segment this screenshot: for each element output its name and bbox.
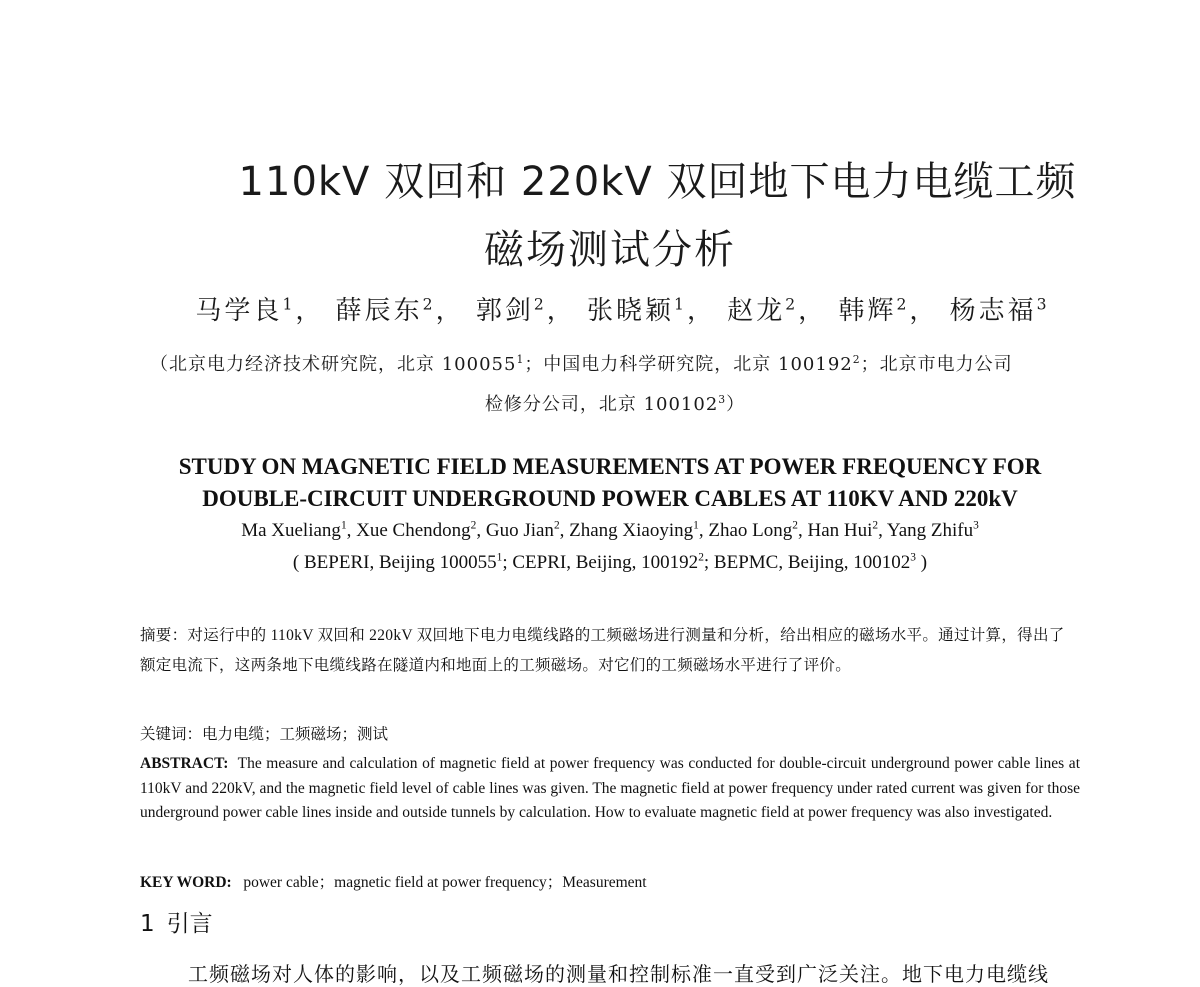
author-cn-sup: 2 <box>533 295 547 314</box>
aff-cn-sup: 1 <box>516 353 525 366</box>
section-title: 引言 <box>166 911 213 937</box>
authors-cn: 马学良$^1$， 薛辰东$^2$， 郭剑$^2$， 张晓颖$^1$， 赵龙$^2$， 韩辉$^2$， 杨志福$^3$ <box>195 295 1050 326</box>
author-en-sup: 2 <box>470 519 477 532</box>
affiliation-cn-line2 <box>0 390 1200 416</box>
author-en: Zhao Long <box>708 520 793 541</box>
author-en: Guo Jian <box>485 520 554 541</box>
author-en: Zhang Xiaoying <box>569 520 694 541</box>
title-en-line1: STUDY ON MAGNETIC FIELD MEASUREMENTS AT POWER FREQUENCY FOR <box>178 454 1042 479</box>
author-en-sup: 2 <box>872 519 879 532</box>
section-number: 1 <box>140 911 155 937</box>
authors-en: Ma Xueliang$^1$, Xue Chendong$^2$, Guo Jian$^2$, Zhang Xiaoying$^1$, Zhao Long$^2$, Han Hui$^2$, Yang Zhifu$^3$ <box>241 519 979 541</box>
aff-en-sup: 2 <box>698 551 704 564</box>
author-cn-sup: 2 <box>785 295 799 314</box>
author-en-sup: 2 <box>553 519 560 532</box>
author-cn: 杨志福 <box>949 296 1037 326</box>
keyword-en-text: power cable；magnetic field at power frequency；Measurement <box>243 874 647 891</box>
aff-en-sup: 3 <box>910 551 916 564</box>
keywords-cn-label: 关键词： <box>140 726 203 743</box>
aff-cn-text: ；中国电力科学研究院，北京 100192 <box>524 354 853 375</box>
author-en-sup: 1 <box>340 519 347 532</box>
author-cn: 郭剑 <box>475 296 534 326</box>
abstract-cn-text: 对运行中的 110kV 双回和 220kV 双回地下电力电缆线路的工频磁场进行测量和分析，给出相应的磁场水平。通过计算，得出了额定电流下，这两条地下电缆线路在隧道内和地面上的工频磁场。对它们的工频磁场水平进行了评价。 <box>140 627 1065 674</box>
section-heading <box>140 905 213 938</box>
aff-cn-sup: 2 <box>852 353 861 366</box>
aff-cn-text: （北京电力经济技术研究院，北京 100055 <box>150 354 517 375</box>
abstract-cn-label: 摘要： <box>140 627 188 644</box>
author-cn-sup: 2 <box>896 295 910 314</box>
abstract-en-label: ABSTRACT: <box>140 755 229 772</box>
author-en: Ma Xueliang <box>241 520 341 541</box>
author-en-sup: 1 <box>693 519 699 532</box>
author-cn-sup: 1 <box>282 295 296 314</box>
author-en: Yang Zhifu <box>886 520 974 541</box>
author-cn-sup: 3 <box>1036 295 1050 314</box>
author-en: Xue Chendong <box>356 520 471 541</box>
title-cn-line1: 110kV 双回和 220kV 双回地下电力电缆工频 <box>238 159 1077 205</box>
aff-en-text: ( BEPERI, Beijing 100055 <box>292 552 497 573</box>
aff-cn-text: 检修分公司，北京 100102 <box>484 394 719 415</box>
abstract-en-text: The measure and calculation of magnetic field at power frequency was conducted for double-circuit underground power cable lines at 110kV and 220kV, and the magnetic field level of cable lines was given. The magnetic field at power frequency under rated current was given for those underground power cable lines inside and outside tunnels by calculation. How to evaluate magnetic field at power frequency was also investigated. <box>140 755 1080 821</box>
aff-en-text: ) <box>915 552 928 573</box>
aff-en-sup: 1 <box>496 551 503 564</box>
author-cn: 韩辉 <box>838 296 897 326</box>
aff-cn-text: ） <box>726 394 746 415</box>
aff-cn-text: ；北京市电力公司 <box>860 354 1013 375</box>
aff-cn-sup: 3 <box>718 393 727 406</box>
title-en-line2: DOUBLE-CIRCUIT UNDERGROUND POWER CABLES AT 110KV AND 220kV <box>202 486 1018 511</box>
author-cn: 马学良 <box>195 296 283 326</box>
title-cn-line2: 磁场测试分析 <box>484 227 736 273</box>
affiliation-en <box>0 552 1200 574</box>
author-cn-sup: 2 <box>422 295 436 314</box>
abstract-en <box>140 752 1080 826</box>
author-cn: 薛辰东 <box>335 296 423 326</box>
aff-en-text: ; BEPMC, Beijing, 100102 <box>703 552 911 573</box>
keywords-cn <box>140 725 1080 745</box>
affiliation-cn-line1 <box>150 350 1013 376</box>
author-en: Han Hui <box>807 520 873 541</box>
aff-en-text: ; CEPRI, Beijing, 100192 <box>502 552 699 573</box>
author-cn-sup: 1 <box>674 295 687 314</box>
author-cn: 张晓颖 <box>587 296 675 326</box>
author-en-sup: 3 <box>973 519 979 532</box>
body-paragraph: 工频磁场对人体的影响，以及工频磁场的测量和控制标准一直受到广泛关注。地下电力电缆线 <box>188 964 1049 986</box>
keyword-en-label: KEY WORD: <box>140 874 232 891</box>
keywords-cn-text: 电力电缆；工频磁场；测试 <box>202 726 389 743</box>
author-cn: 赵龙 <box>727 296 786 326</box>
author-en-sup: 2 <box>792 519 798 532</box>
abstract-cn <box>140 621 1080 681</box>
keyword-en <box>140 873 1080 893</box>
